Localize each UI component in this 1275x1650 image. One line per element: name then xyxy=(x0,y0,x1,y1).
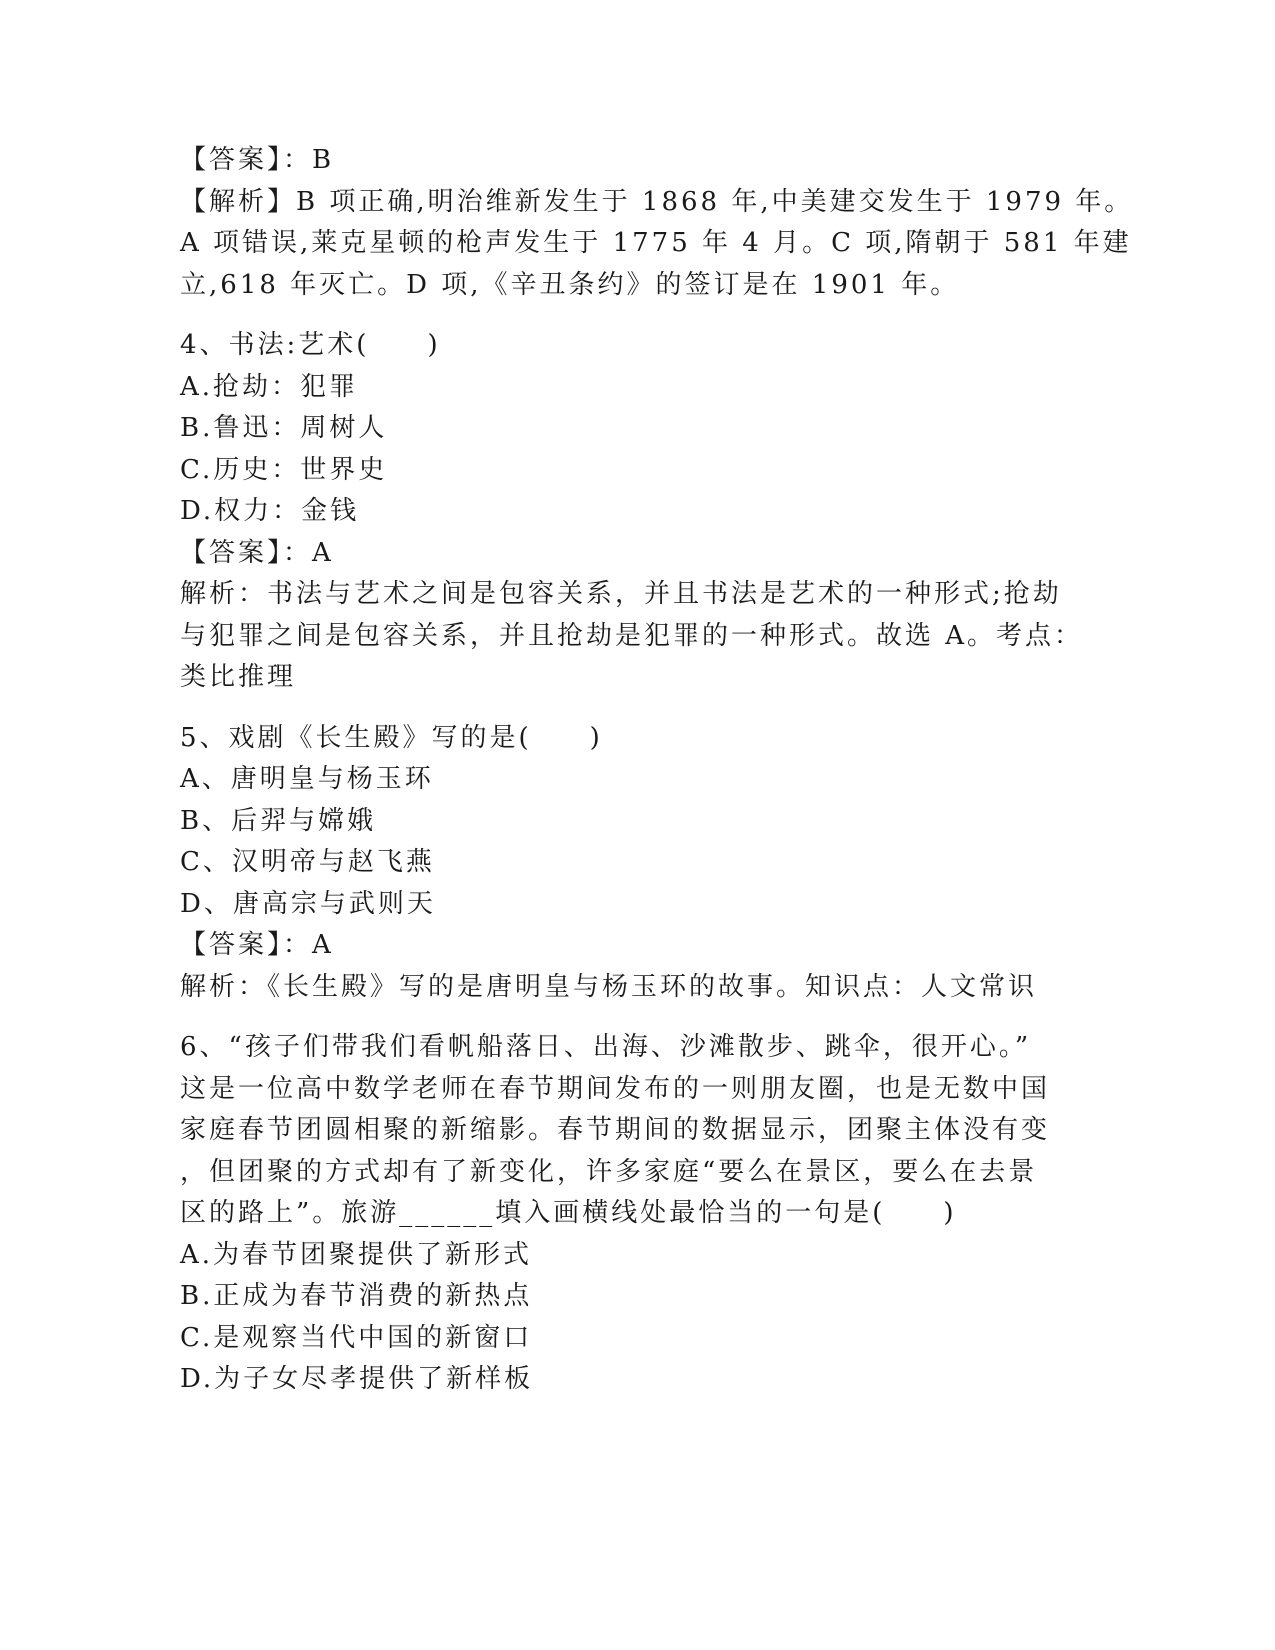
q6-question-line: 家庭春节团圆相聚的新缩影。春节期间的数据显示，团聚主体没有变 xyxy=(180,1115,1051,1145)
q4-option-d: D.权力：金钱 xyxy=(180,496,360,526)
q4-analysis-line: 解析：书法与艺术之间是包容关系，并且书法是艺术的一种形式;抢劫 xyxy=(180,579,1062,609)
q3-analysis-line: 【解析】B 项正确,明治维新发生于 1868 年,中美建交发生于 1979 年。 xyxy=(180,186,1134,217)
q4-analysis-line: 类比推理 xyxy=(180,662,297,692)
q4-block xyxy=(180,325,1084,699)
q4-question: 4、书法:艺术( ) xyxy=(180,330,441,360)
q5-answer: 【答案】：A xyxy=(180,930,334,960)
q3-block xyxy=(180,140,1134,306)
q5-option-c: C、汉明帝与赵飞燕 xyxy=(180,847,435,877)
q5-option-d: D、唐高宗与武则天 xyxy=(180,888,436,919)
q4-option-b: B.鲁迅：周树人 xyxy=(180,413,388,443)
q6-block xyxy=(180,1027,1060,1401)
q6-option-d: D.为子女尽孝提供了新样板 xyxy=(180,1364,534,1394)
q5-analysis-line: 解析：《长生殿》写的是唐明皇与杨玉环的故事。知识点：人文常识 xyxy=(180,971,1038,1002)
q4-analysis-line: 与犯罪之间是包容关系，并且抢劫是犯罪的一种形式。故选 A。考点： xyxy=(180,620,1084,651)
q4-answer: 【答案】：A xyxy=(180,537,334,568)
q5-option-a: A、唐明皇与杨玉环 xyxy=(180,764,434,794)
q6-question-line: ，但团聚的方式却有了新变化，许多家庭“要么在景区，要么在去景 xyxy=(180,1156,1038,1187)
q5-block xyxy=(180,718,1060,1009)
block-spacer xyxy=(180,699,1060,718)
block-spacer xyxy=(180,1008,1060,1027)
q5-question: 5、戏剧《长生殿》写的是( ) xyxy=(180,722,603,753)
q4-option-a: A.抢劫：犯罪 xyxy=(180,371,359,402)
block-spacer xyxy=(180,306,1060,325)
q6-option-c: C.是观察当代中国的新窗口 xyxy=(180,1322,533,1353)
q4-option-c: C.历史：世界史 xyxy=(180,454,388,485)
q5-option-b: B、后羿与嫦娥 xyxy=(180,805,377,836)
q6-option-b: B.正成为春节消费的新热点 xyxy=(180,1281,533,1311)
q3-analysis-line: A 项错误,莱克星顿的枪声发生于 1775 年 4 月。C 项,隋朝于 581 年建 xyxy=(180,228,1132,258)
q6-question-line: 区的路上”。旅游______填入画横线处最恰当的一句是( ) xyxy=(180,1198,957,1228)
q6-question-line: 这是一位高中数学老师在春节期间发布的一则朋友圈，也是无数中国 xyxy=(180,1073,1051,1104)
q3-analysis-line: 立,618 年灭亡。D 项,《辛丑条约》的签订是在 1901 年。 xyxy=(180,269,960,300)
q6-option-a: A.为春节团聚提供了新形式 xyxy=(180,1239,533,1270)
document-page xyxy=(180,140,1134,1401)
q6-question-line: 6、“孩子们带我们看帆船落日、出海、沙滩散步、跳伞，很开心。” xyxy=(180,1032,1032,1062)
q3-answer: 【答案】：B xyxy=(180,145,335,175)
